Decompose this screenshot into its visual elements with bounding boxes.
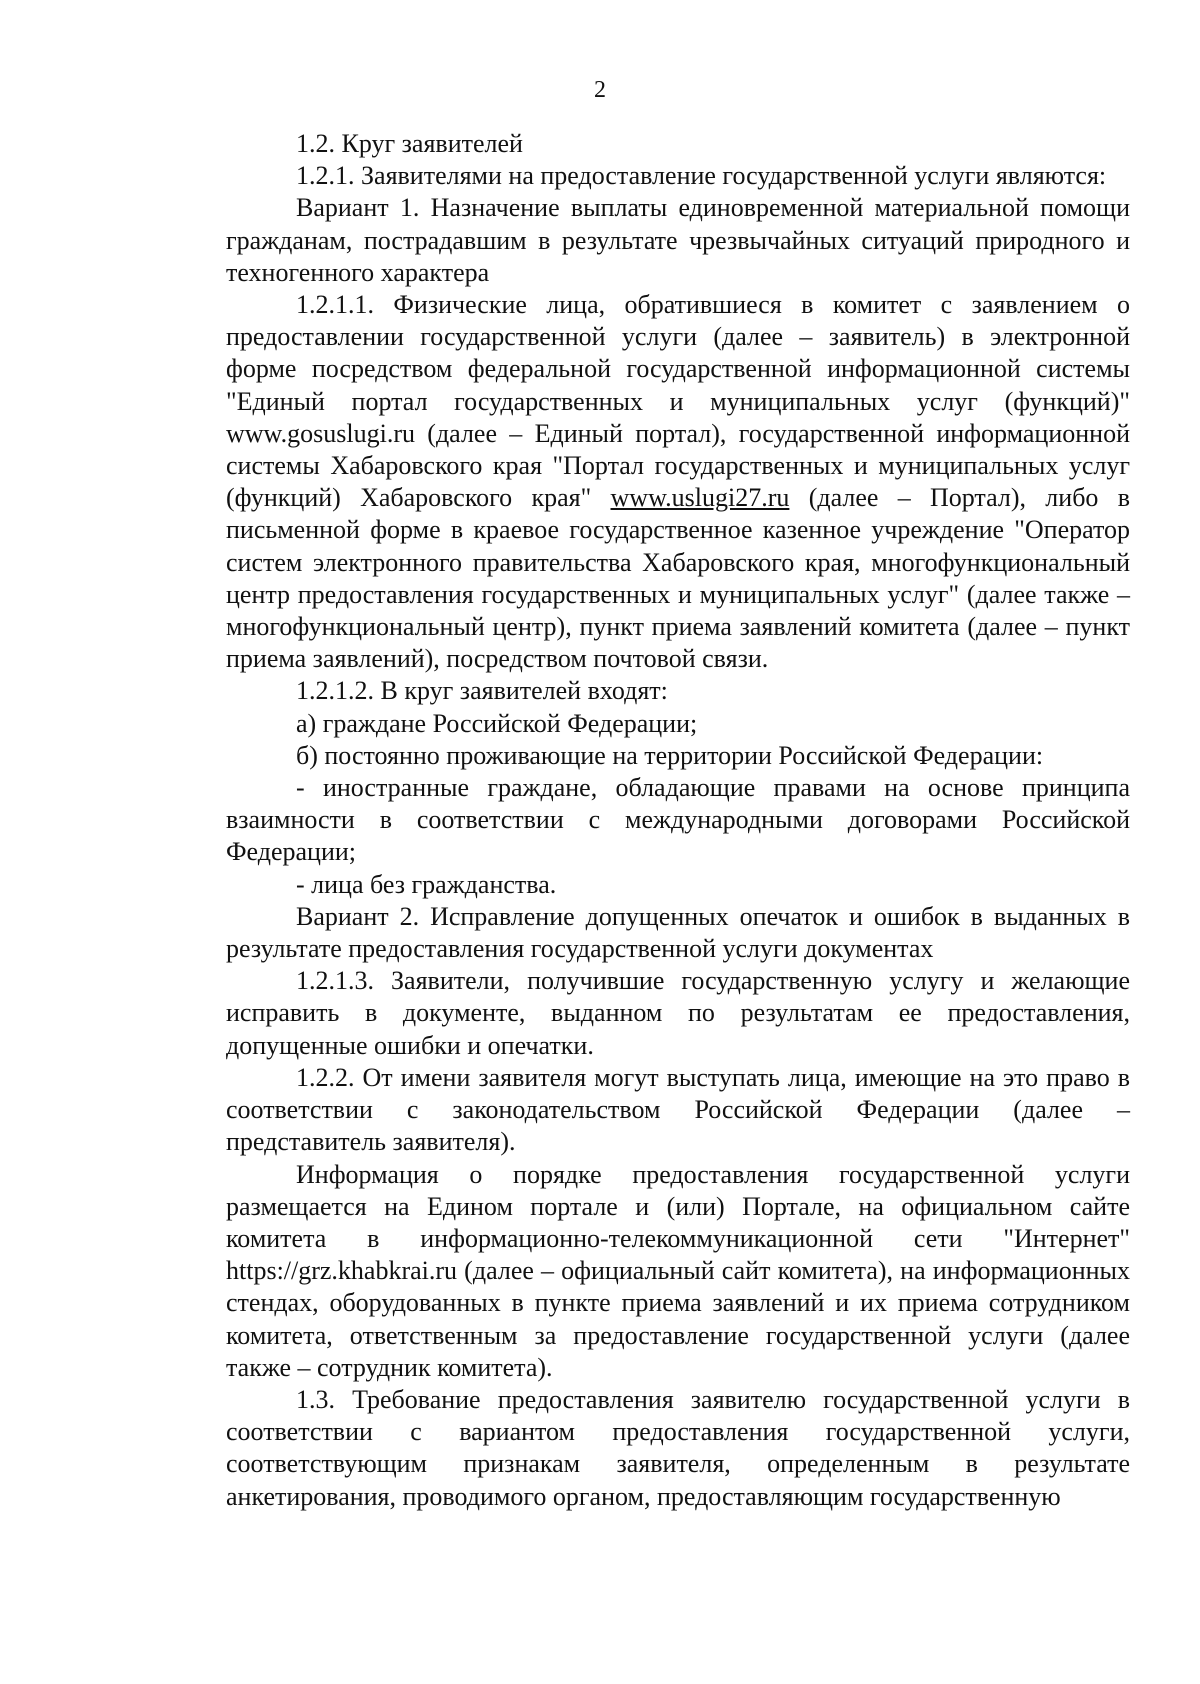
list-item-stateless: - лица без гражданства.: [296, 869, 557, 899]
list-item-b: б) постоянно проживающие на территории Российской Федерации:: [296, 740, 1044, 770]
page-number: 2: [594, 77, 606, 103]
variant-2-heading: Вариант 2. Исправление допущенных опечаток и ошибок в выданных в результате предоставления государственной услуги документах: [226, 901, 1130, 964]
paragraph-1-2-1: 1.2.1. Заявителями на предоставление государственной услуги являются:: [296, 161, 1107, 191]
paragraph-1-2-1-1: [226, 289, 1130, 675]
paragraph-1-2-1-3: 1.2.1.3. Заявители, получившие государственную услугу и желающие исправить в документе, выданном по результатам ее предоставления, допущенные ошибки и опечатки.: [226, 966, 1130, 1060]
section-heading-1-2: 1.2. Круг заявителей: [296, 129, 523, 158]
portal-link[interactable]: www.uslugi27.ru: [610, 483, 790, 513]
list-item-a: а) граждане Российской Федерации;: [296, 708, 698, 738]
paragraph-1-2-1-1-text-start: 1.2.1.1. Физические лица, обратившиеся в комитет с заявлением о предоставлении государственной услуги (далее – заявитель) в электронной форме посредством федеральной государственной информационной системы "Единый портал государственных и муниципальных услуг (функций)" www.gosuslugi.ru (далее – Единый портал), государственной информационной системы Хабаровского края "Портал государственных и муниципальных услуг (функций) Хабаровского края": [226, 290, 1130, 513]
variant-1-heading: Вариант 1. Назначение выплаты единовременной материальной помощи гражданам, пострадавшим в результате чрезвычайных ситуаций природного и техногенного характера: [226, 193, 1130, 287]
paragraph-1-2-1-2: 1.2.1.2. В круг заявителей входят:: [296, 676, 668, 706]
paragraph-1-2-2: 1.2.2. От имени заявителя могут выступать лица, имеющие на это право в соответствии с законодательством Российской Федерации (далее – представитель заявителя).: [226, 1062, 1130, 1157]
paragraph-1-2-1-1-text-end: (далее – Портал), либо в письменной форме в краевое государственное казенное учреждение "Оператор систем электронного правительства Хабаровского края, многофункциональный центр предоставления государственных и муниципальных услуг" (далее также – многофункциональный центр), пункт приема заявлений комитета (далее – пункт приема заявлений), посредством почтовой связи.: [226, 483, 1130, 674]
information-paragraph: Информация о порядке предоставления государственной услуги размещается на Едином портале и (или) Портале, на официальном сайте комитета в информационно-телекоммуникационной сети "Интернет" https://grz.khabkrai.ru (далее – официальный сайт комитета), на информационных стендах, оборудованных в пункте приема заявлений и их приема сотрудником комитета, ответственным за предоставление государственной услуги (далее также – сотрудник комитета).: [226, 1159, 1130, 1382]
list-item-foreign-citizens: - иностранные граждане, обладающие правами на основе принципа взаимности в соответствии с международными договорами Российской Федерации;: [226, 773, 1130, 867]
section-1-3: 1.3. Требование предоставления заявителю государственной услуги в соответствии с вариантом предоставления государственной услуги, соответствующим признакам заявителя, определенным в результате анкетирования, проводимого органом, предоставляющим государственную: [226, 1384, 1130, 1511]
